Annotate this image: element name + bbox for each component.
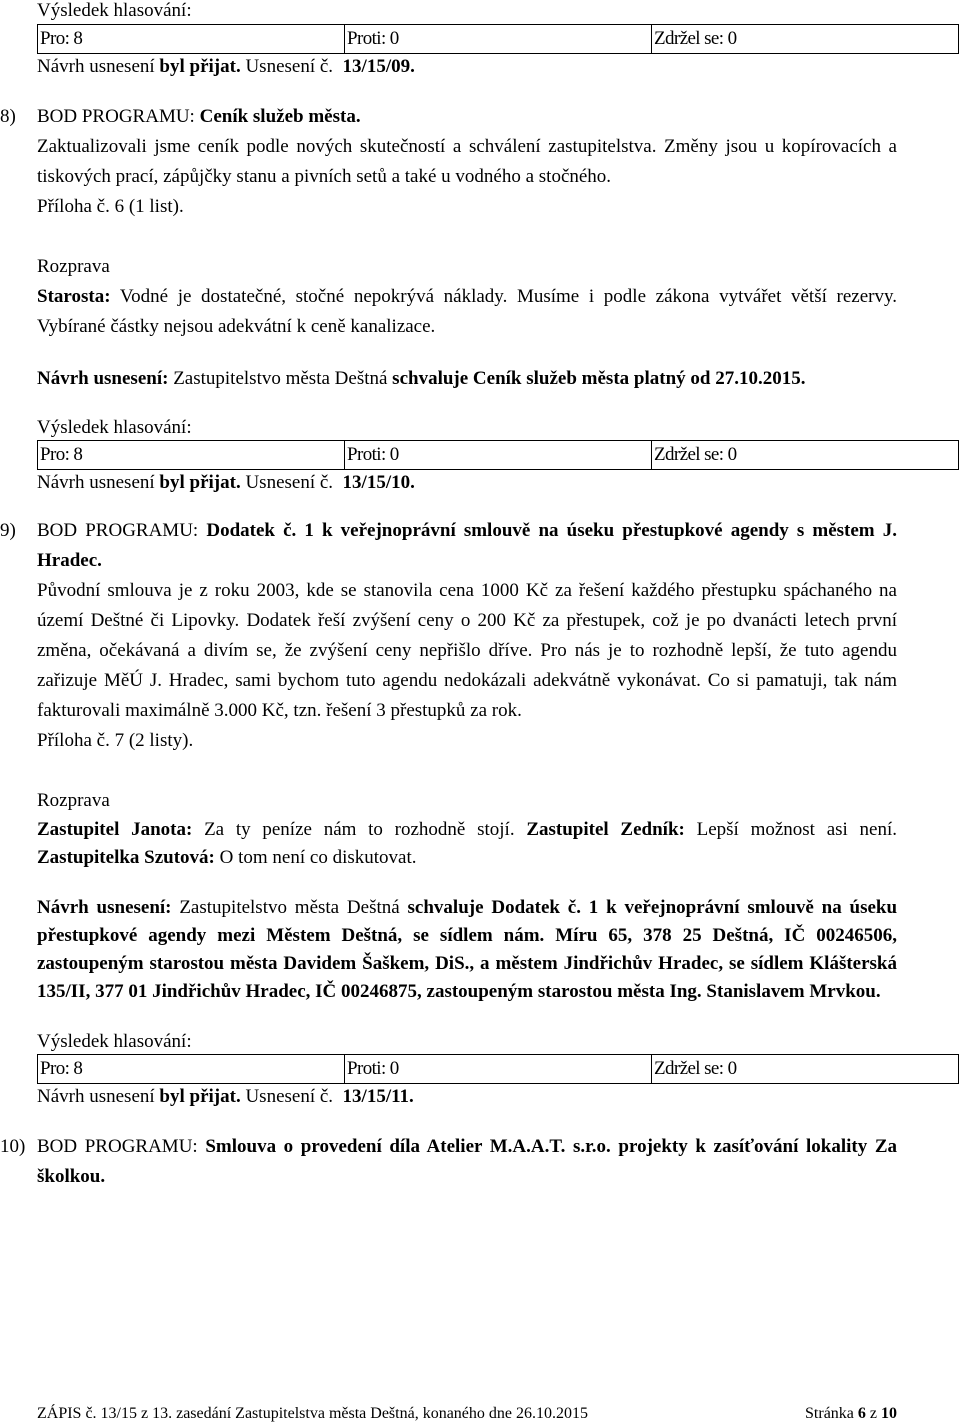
discussion-heading: Rozprava	[37, 256, 110, 277]
item-9-proposal: Návrh usnesení: Zastupitelstvo města Deštná schvaluje Dodatek č. 1 k veřejnoprávní smlouvě na úseku přestupkové agendy mezi Městem Deštná, se sídlem nám. Míru 65, 378 25 Deštná, IČ 00246506, zastoupeným starostou města Davidem Šaškem, DiS., a městem Jindřichův Hradec, se sídlem Klášterská 135/II, 377 01 Jindřichův Hradec, IČ 00246875, zastoupeným starostou města Ing. Stanislavem Mrvkou.	[37, 897, 898, 1002]
footer-title: ZÁPIS č. 13/15 z 13. zasedání Zastupitelstva města Deštná, konaného dne 26.10.2015	[37, 1405, 588, 1422]
vote-against: Proti: 0	[345, 441, 652, 470]
page-number: Stránka 6 z 10	[805, 1405, 897, 1422]
discussion-heading: Rozprava	[37, 790, 110, 811]
resolution-line: Návrh usnesení byl přijat. Usnesení č. 13/15/10.	[37, 472, 415, 493]
agenda-item-9: 9) BOD PROGRAMU: Dodatek č. 1 k veřejnoprávní smlouvě na úseku přestupkové agendy s městem J. Hradec.	[37, 516, 897, 576]
vote-table	[37, 1054, 959, 1084]
item-8-body: Zaktualizovali jsme ceník podle nových skutečností a schválení zastupitelstva. Změny jsou u kopírovacích a tiskových prací, zápůjčky stanu a pivních setů a také u vodného a stočného.	[37, 136, 897, 187]
vote-abstain: Zdržel se: 0	[652, 441, 959, 470]
vote-for: Pro: 8	[38, 441, 345, 470]
vote-for: Pro: 8	[38, 1055, 345, 1084]
item-number: 9)	[0, 520, 16, 541]
item-8-attachment: Příloha č. 6 (1 list).	[37, 196, 184, 217]
vote-result-heading: Výsledek hlasování:	[37, 417, 192, 438]
item-9-body: Původní smlouva je z roku 2003, kde se stanovila cena 1000 Kč za řešení každého přestupku spáchaného na území Deštné či Lipovky. Dodatek řeší zvýšení ceny o 200 Kč za přestupek, což je po dvanácti letech první změna, očekávaná a divím se, že zvýšení ceny nepřišlo dříve. Pro nás je to rozhodně lepší, že tuto agendu zařizuje MěÚ J. Hradec, sami bychom tuto agendu nedokázali adekvátně vykonávat. Co si pamatuji, tak nám fakturovali maximálně 3.000 Kč, tzn. řešení 3 přestupků za rok.	[37, 580, 897, 721]
resolution-line: Návrh usnesení byl přijat. Usnesení č. 13/15/11.	[37, 1086, 414, 1107]
vote-for: Pro: 8	[38, 25, 345, 54]
item-8-proposal: Návrh usnesení: Zastupitelstvo města Deštná schvaluje Ceník služeb města platný od 27.10.2015.	[37, 368, 806, 389]
vote-table	[37, 24, 959, 54]
item-number: 8)	[0, 106, 16, 127]
vote-against: Proti: 0	[345, 1055, 652, 1084]
item-8-discussion: Starosta: Vodné je dostatečné, stočné nepokrývá náklady. Musíme i podle zákona vytvářet větší rezervy. Vybírané částky nejsou adekvátní k ceně kanalizace.	[37, 286, 897, 337]
agenda-item-10: 10) BOD PROGRAMU: Smlouva o provedení díla Atelier M.A.A.T. s.r.o. projekty k zasíťování lokality Za školkou.	[37, 1132, 897, 1192]
vote-abstain: Zdržel se: 0	[652, 25, 959, 54]
vote-result-heading: Výsledek hlasování:	[37, 1031, 192, 1052]
item-number: 10)	[0, 1136, 26, 1157]
vote-result-heading: Výsledek hlasování:	[37, 0, 192, 21]
item-9-attachment: Příloha č. 7 (2 listy).	[37, 730, 194, 751]
page-footer	[37, 1403, 897, 1425]
vote-abstain: Zdržel se: 0	[652, 1055, 959, 1084]
agenda-item-8: 8) BOD PROGRAMU: Ceník služeb města.	[37, 102, 897, 132]
vote-table	[37, 440, 959, 470]
vote-against: Proti: 0	[345, 25, 652, 54]
resolution-line: Návrh usnesení byl přijat. Usnesení č. 13/15/09.	[37, 56, 415, 77]
item-9-discussion: Zastupitel Janota: Za ty peníze nám to rozhodně stojí. Zastupitel Zedník: Lepší možnost asi není. Zastupitelka Szutová: O tom není co diskutovat.	[37, 819, 898, 868]
